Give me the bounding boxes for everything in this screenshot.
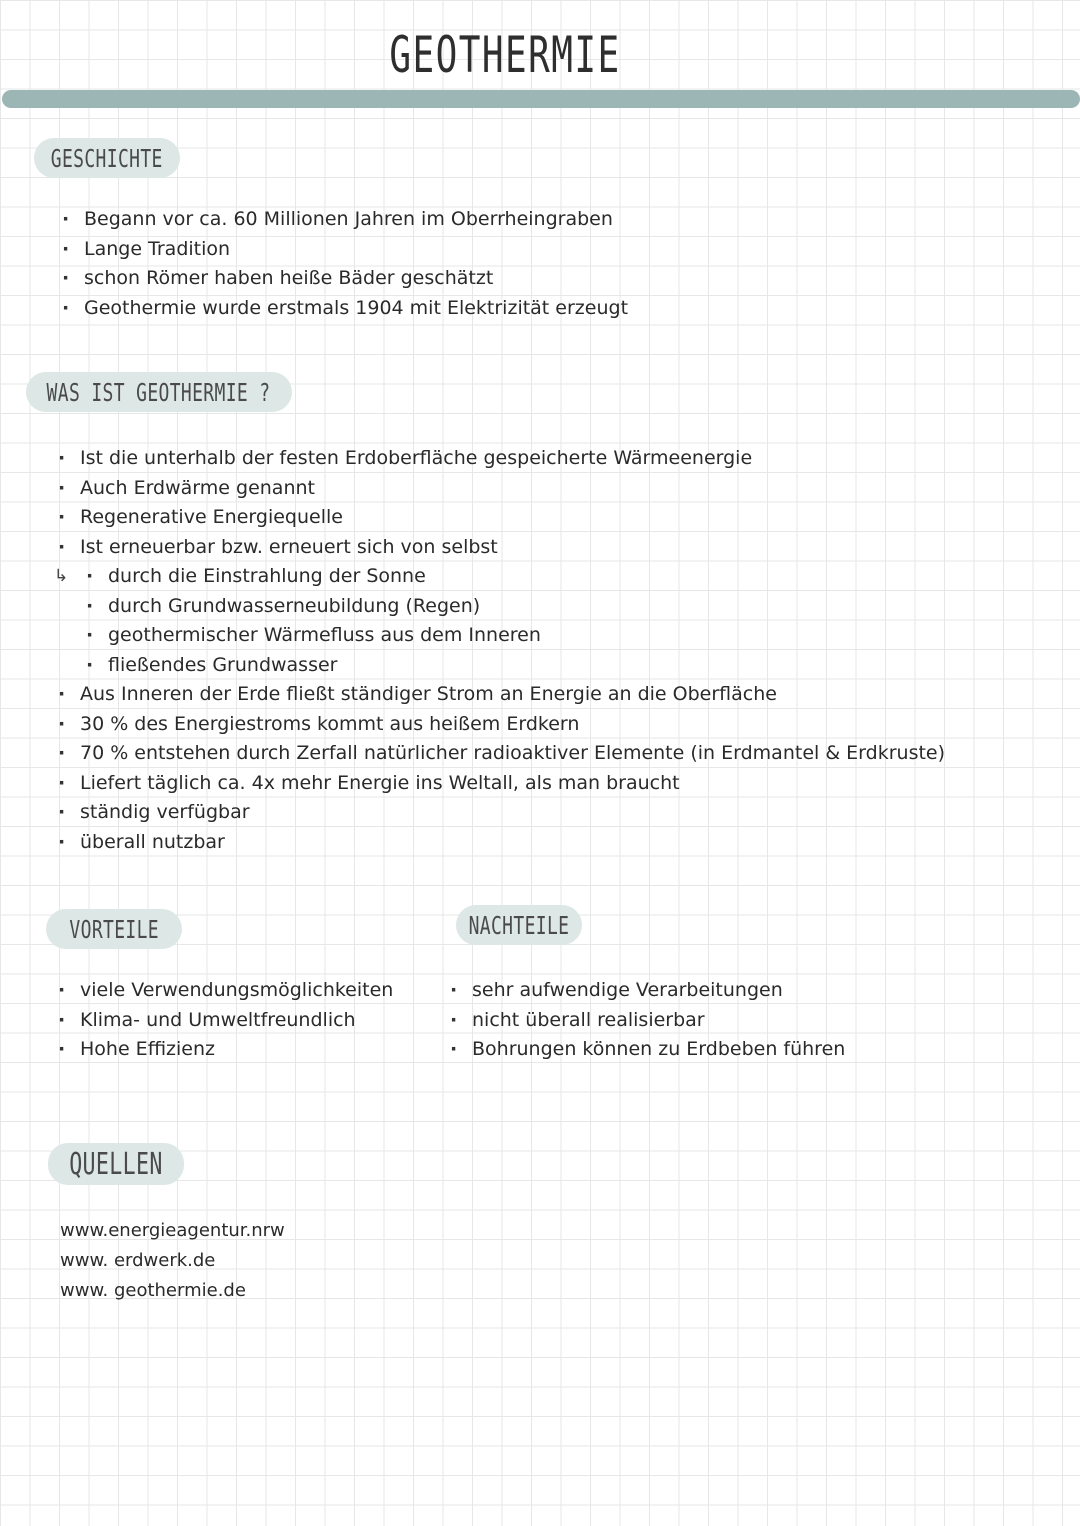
list-subitem: · durch Grundwasserneubildung (Regen) <box>56 592 945 622</box>
list-item: · 70 % entstehen durch Zerfall natürlicher radioaktiver Elemente (in Erdmantel & Erdkruste) <box>56 739 945 769</box>
list-nachteile <box>448 976 845 1065</box>
heading-nachteile <box>456 905 582 945</box>
heading-quellen <box>48 1143 184 1185</box>
list-item: · Aus Inneren der Erde fließt ständiger Strom an Energie an die Oberfläche <box>56 680 945 710</box>
list-item: · Auch Erdwärme genannt <box>56 474 945 504</box>
heading-vorteile-label: VORTEILE <box>69 914 159 944</box>
list-item: · ständig verfügbar <box>56 798 945 828</box>
list-item: · Regenerative Energiequelle <box>56 503 945 533</box>
list-item: · Klima- und Umweltfreundlich <box>56 1006 393 1036</box>
list-item: · Lange Tradition <box>60 235 628 265</box>
heading-vorteile <box>46 909 182 949</box>
list-was-ist-geothermie <box>56 444 945 857</box>
list-item: · überall nutzbar <box>56 828 945 858</box>
list-vorteile <box>56 976 393 1065</box>
heading-quellen-label: QUELLEN <box>69 1146 163 1182</box>
list-item: · Hohe Effizienz <box>56 1035 393 1065</box>
source-link: www.energieagentur.nrw <box>60 1220 285 1241</box>
page-title: GEOTHERMIE <box>389 26 621 84</box>
list-item: · Bohrungen können zu Erdbeben führen <box>448 1035 845 1065</box>
title-underline-bar <box>2 90 1080 108</box>
source-link: www. erdwerk.de <box>60 1250 216 1271</box>
list-item: · Liefert täglich ca. 4x mehr Energie ins Weltall, als man braucht <box>56 769 945 799</box>
list-item: · Ist die unterhalb der festen Erdoberfläche gespeicherte Wärmeenergie <box>56 444 945 474</box>
list-subitem: · geothermischer Wärmefluss aus dem Inneren <box>56 621 945 651</box>
list-subitem: · fließendes Grundwasser <box>56 651 945 681</box>
list-quellen <box>60 1216 285 1306</box>
list-item: · Geothermie wurde erstmals 1904 mit Elektrizität erzeugt <box>60 294 628 324</box>
list-item: · Ist erneuerbar bzw. erneuert sich von selbst <box>56 533 945 563</box>
list-subitem: · durch die Einstrahlung der Sonne ↳ <box>56 562 945 592</box>
heading-geschichte <box>34 138 180 178</box>
list-item: · schon Römer haben heiße Bäder geschätzt <box>60 264 628 294</box>
heading-was-ist-geothermie <box>26 372 292 412</box>
source-link: www. geothermie.de <box>60 1280 246 1301</box>
list-item: · viele Verwendungsmöglichkeiten <box>56 976 393 1006</box>
list-item: · nicht überall realisierbar <box>448 1006 845 1036</box>
list-item: · Begann vor ca. 60 Millionen Jahren im Oberrheingraben <box>60 205 628 235</box>
heading-was-ist-label: WAS IST GEOTHERMIE ? <box>47 377 271 407</box>
heading-geschichte-label: GESCHICHTE <box>51 143 163 173</box>
list-geschichte <box>60 205 628 323</box>
list-item: · sehr aufwendige Verarbeitungen <box>448 976 845 1006</box>
list-item: · 30 % des Energiestroms kommt aus heißem Erdkern <box>56 710 945 740</box>
heading-nachteile-label: NACHTEILE <box>468 910 570 940</box>
